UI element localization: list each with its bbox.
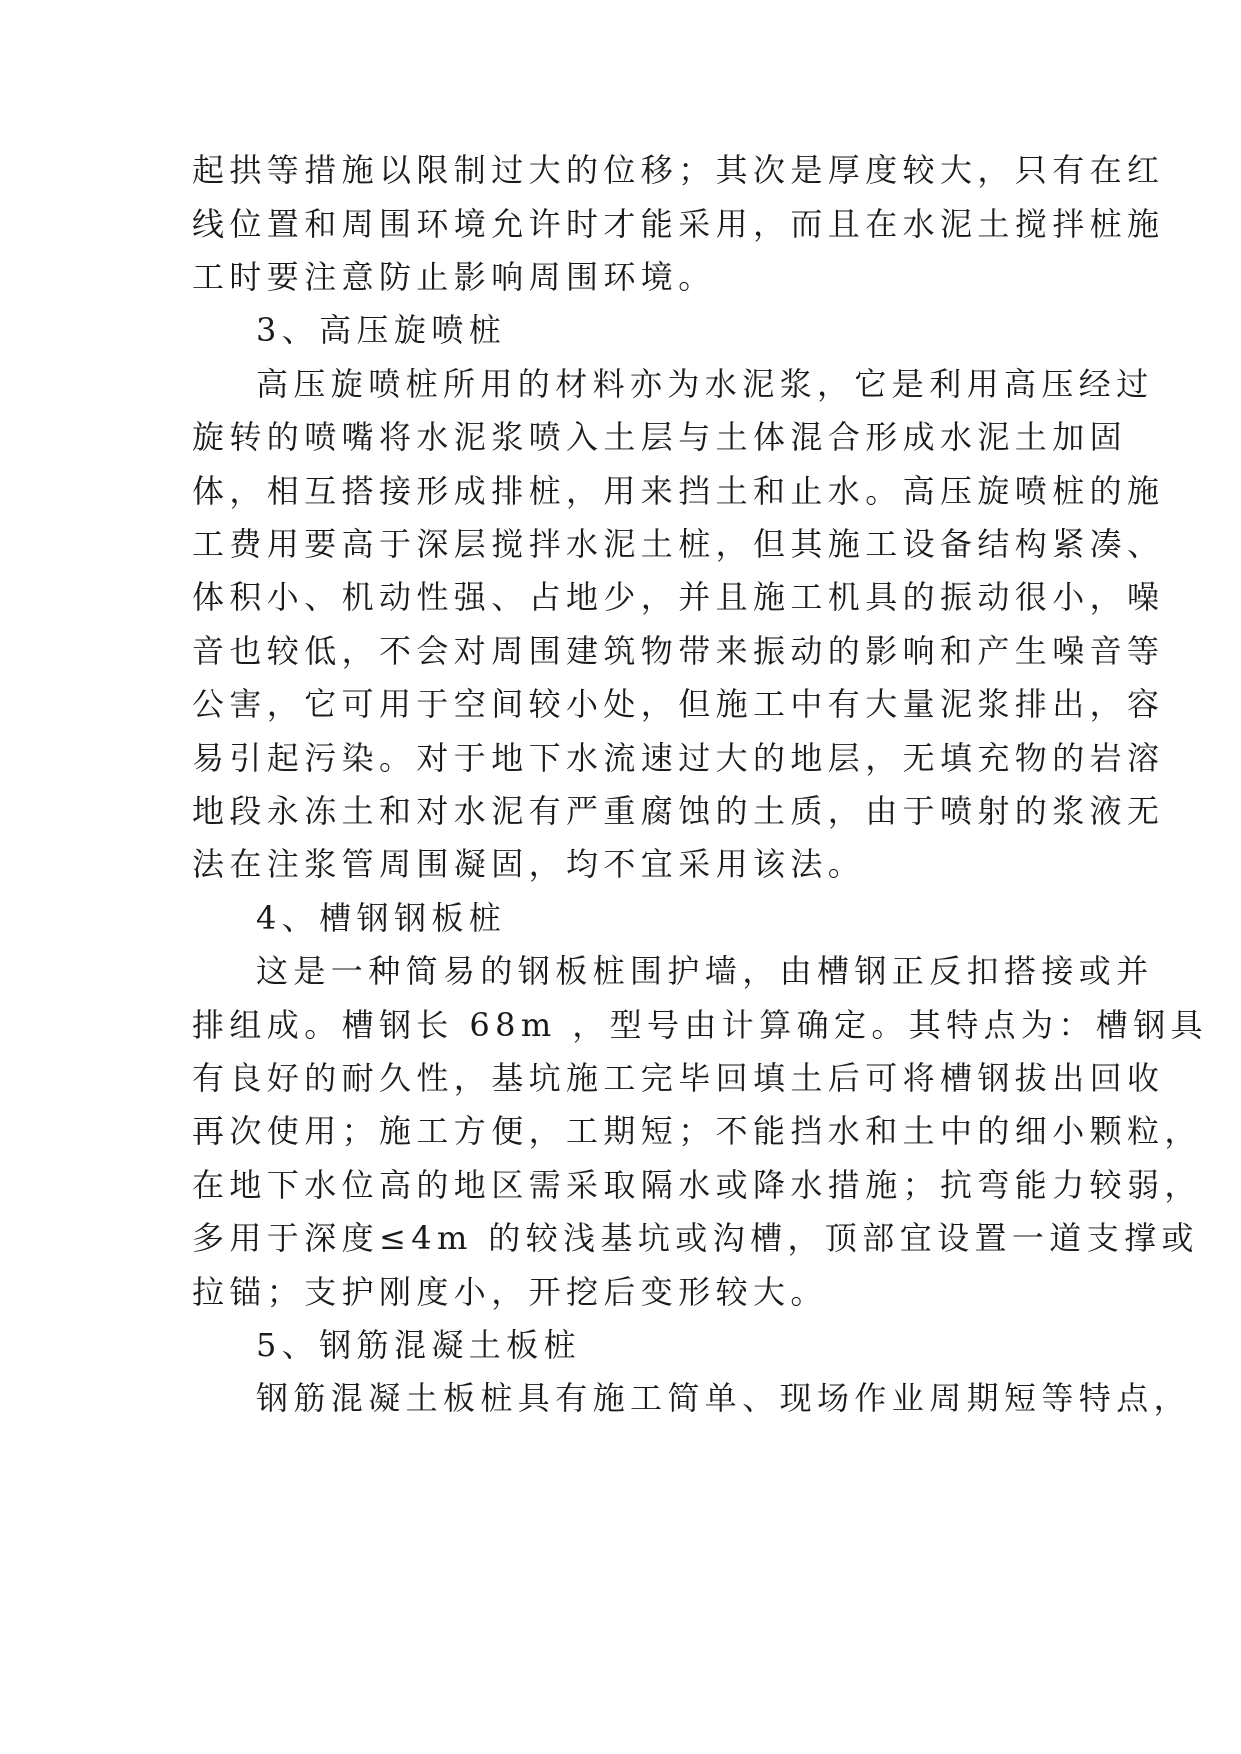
body-text-line: 工费用要高于深层搅拌水泥土桩，但其施工设备结构紧凑、 [192, 525, 1165, 563]
body-text-line: 公害，它可用于空间较小处，但施工中有大量泥浆排出，容 [192, 685, 1165, 723]
section-heading: 4、槽钢钢板桩 [256, 899, 507, 937]
body-text-line: 拉锚；支护刚度小，开挖后变形较大。 [192, 1273, 828, 1311]
body-text-line: 体积小、机动性强、占地少，并且施工机具的振动很小，噪 [192, 578, 1165, 616]
body-text-line: 有良好的耐久性，基坑施工完毕回填土后可将槽钢拔出回收 [192, 1059, 1165, 1097]
section-heading: 5、钢筋混凝土板桩 [256, 1326, 581, 1364]
body-text-line: 再次使用；施工方便，工期短；不能挡水和土中的细小颗粒， [192, 1112, 1202, 1150]
section-heading: 3、高压旋喷桩 [256, 311, 507, 349]
body-text-line: 地段永冻土和对水泥有严重腐蚀的土质，由于喷射的浆液无 [192, 792, 1165, 830]
paragraph-first-line: 高压旋喷桩所用的材料亦为水泥浆，它是利用高压经过 [256, 365, 1154, 403]
body-text-line: 在地下水位高的地区需采取隔水或降水措施；抗弯能力较弱， [192, 1166, 1202, 1204]
body-text-line: 多用于深度≤4m 的较浅基坑或沟槽，顶部宜设置一道支撑或 [192, 1219, 1199, 1257]
body-text-line: 排组成。槽钢长 68m ，型号由计算确定。其特点为：槽钢具 [192, 1006, 1209, 1044]
body-text-line: 体，相互搭接形成排桩，用来挡土和止水。高压旋喷桩的施 [192, 472, 1165, 510]
body-text-line: 起拱等措施以限制过大的位移；其次是厚度较大，只有在红 [192, 151, 1165, 189]
body-text-line: 法在注浆管周围凝固，均不宜采用该法。 [192, 845, 866, 883]
body-text-line: 音也较低，不会对周围建筑物带来振动的影响和产生噪音等 [192, 632, 1165, 670]
body-text-line: 线位置和周围环境允许时才能采用，而且在水泥土搅拌桩施 [192, 205, 1165, 243]
paragraph-first-line: 钢筋混凝土板桩具有施工简单、现场作业周期短等特点， [256, 1379, 1192, 1417]
body-text-line: 旋转的喷嘴将水泥浆喷入土层与土体混合形成水泥土加固 [192, 418, 1128, 456]
body-text-line: 易引起污染。对于地下水流速过大的地层，无填充物的岩溶 [192, 739, 1165, 777]
body-text-line: 工时要注意防止影响周围环境。 [192, 258, 716, 296]
paragraph-first-line: 这是一种简易的钢板桩围护墙，由槽钢正反扣搭接或并 [256, 952, 1154, 990]
